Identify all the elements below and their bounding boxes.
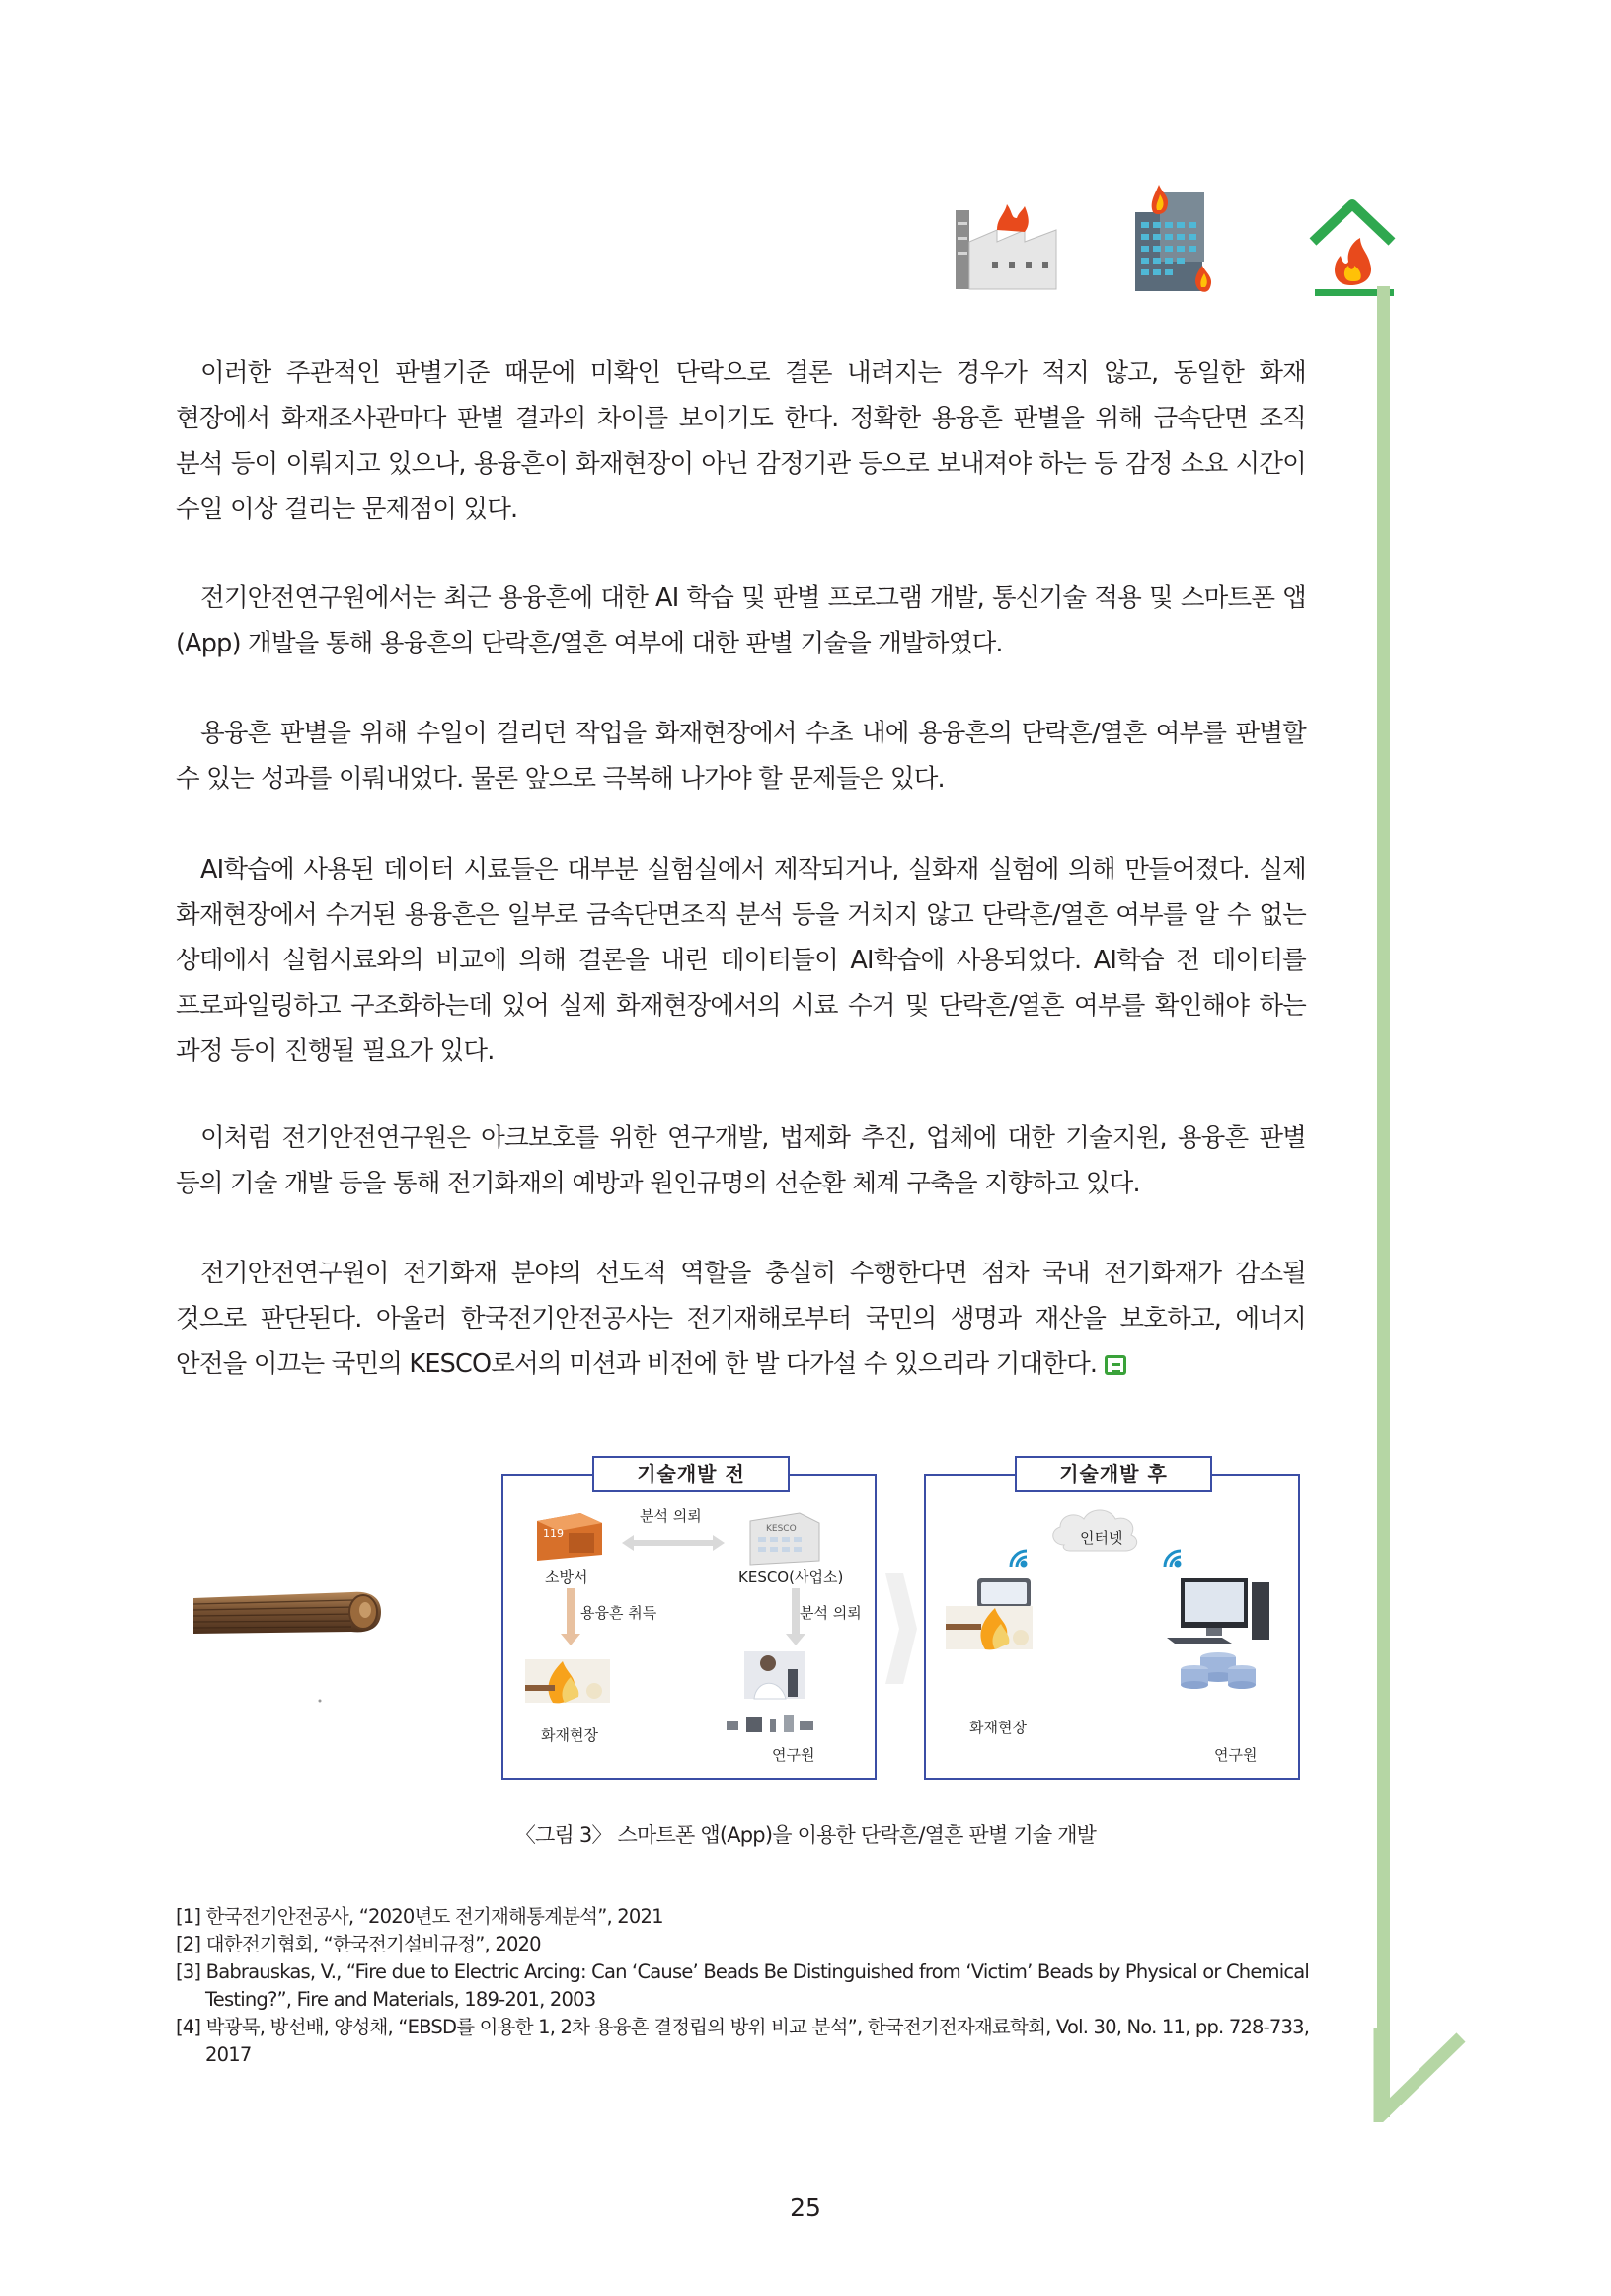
request-top-label: 분석 의뢰 <box>640 1507 702 1525</box>
references <box>176 1903 1311 2069</box>
kesco-label: KESCO(사업소) <box>738 1569 844 1586</box>
station-sign: 119 <box>543 1527 564 1540</box>
paragraph-1 <box>176 350 1306 532</box>
analysis-request-arrow <box>622 1535 725 1551</box>
reference-item: [2] 대한전기협회, “한국전기설비규정”, 2020 <box>176 1933 541 1955</box>
paragraph-1-text: 이러한 주관적인 판별기준 때문에 미확인 단락으로 결론 내려지는 경우가 적지 않고, 동일한 화재 현장에서 화재조사관마다 판별 결과의 차이를 보이기도 한다. 정확한 용융흔 판별을 위해 금속단면 조직 분석 등이 이뤄지고 있으나, 용융흔이 화재현장이 아닌 감정기관 등으로 보내져야 하는 등 감정 소요 시간이 수일 이상 걸리는 문제점이 있다. <box>176 358 1306 524</box>
paragraph-2-text: 전기안전연구원에서는 최근 용융흔에 대한 AI 학습 및 판별 프로그램 개발, 통신기술 적용 및 스마트폰 앱(App) 개발을 통해 용융흔의 단락흔/열흔 여부에 대한 판별 기술을 개발하였다. <box>176 583 1306 658</box>
fire-site-photo <box>525 1659 610 1703</box>
wifi-icon-left <box>1011 1551 1027 1567</box>
internet-label: 인터넷 <box>1080 1529 1123 1547</box>
fire-site-label: 화재현장 <box>541 1726 598 1744</box>
fire-site-photo-after <box>946 1606 1033 1649</box>
reference-item: [4] 박광묵, 방선배, 양성채, “EBSD를 이용한 1, 2차 용융흔 결정립의 방위 비교 분석”, 한국전기전자재료학회, Vol. 30, No. 11, pp. 728-733, 2017 <box>176 2016 1310 2066</box>
house-fire-icon <box>1313 204 1394 296</box>
transition-arrow <box>882 1569 921 1688</box>
bead-photo <box>193 1507 452 1729</box>
wifi-icon-right <box>1165 1551 1181 1567</box>
institute-label: 연구원 <box>772 1746 815 1764</box>
panel-before <box>501 1462 877 1780</box>
paragraph-5-text: 이처럼 전기안전연구원은 아크보호를 위한 연구개발, 법제화 추진, 업체에 대한 기술지원, 용융흔 판별 등의 기술 개발 등을 통해 전기화재의 예방과 원인규명의 선순환 체계 구축을 지향하고 있다. <box>176 1123 1306 1198</box>
institute-label-after: 연구원 <box>1214 1746 1258 1764</box>
paragraph-2 <box>176 575 1306 666</box>
paragraph-6 <box>176 1251 1306 1387</box>
paragraph-4 <box>176 847 1306 1074</box>
paragraph-4-text: AI학습에 사용된 데이터 시료들은 대부분 실험실에서 제작되거나, 실화재 실험에 의해 만들어졌다. 실제 화재현장에서 수거된 용융흔은 일부로 금속단면조직 분석 등을 거치지 않고 단락흔/열흔 여부를 알 수 없는 상태에서 실험시료와의 비교에 의해 결론을 내린 데이터들이 AI학습에 사용되었다. AI학습 전 데이터를 프로파일링하고 구조화하는데 있어 실제 화재현장에서의 시료 수거 및 단락흔/열흔 여부를 확인해야 하는 과정 등이 진행될 필요가 있다. <box>176 855 1306 1066</box>
reference-item: [1] 한국전기안전공사, “2020년도 전기재해통계분석”, 2021 <box>176 1905 663 1928</box>
acquire-label: 용융흔 취득 <box>580 1604 657 1622</box>
fire-site-label-after: 화재현장 <box>969 1719 1027 1736</box>
paragraph-6-text: 전기안전연구원이 전기화재 분야의 선도적 역할을 충실히 수행한다면 점차 국내 전기화재가 감소될 것으로 판단된다. 아울러 한국전기안전공사는 전기재해로부터 국민의 생명과 재산을 보호하고, 에너지 안전을 이끄는 국민의 KESCO로서의 미션과 비전에 한 발 다가설 수 있으리라 기대한다. <box>176 1259 1306 1379</box>
fire-station-label: 소방서 <box>545 1569 588 1586</box>
header-icons <box>948 183 1421 296</box>
lab-equipment-icons <box>727 1715 813 1732</box>
panel-after <box>924 1462 1300 1780</box>
fire-station-icon <box>537 1513 602 1561</box>
request-side-label: 분석 의뢰 <box>800 1604 862 1622</box>
figure-caption: 〈그림 3〉 스마트폰 앱(App)을 이용한 단락흔/열흔 판별 기술 개발 <box>514 1823 1097 1847</box>
kesco-sign: KESCO <box>766 1524 797 1534</box>
building-fire-icon <box>1135 185 1211 292</box>
end-mark-icon <box>1105 1355 1126 1375</box>
paragraph-5 <box>176 1115 1306 1206</box>
kesco-building-icon <box>750 1513 819 1565</box>
green-check-decoration <box>1372 2024 1471 2122</box>
smartphone-icon <box>977 1578 1031 1608</box>
desktop-computer-icon <box>1167 1578 1269 1644</box>
panel-before-title: 기술개발 전 <box>592 1456 790 1492</box>
researcher-photo <box>744 1651 806 1699</box>
paragraph-3-text: 용융흔 판별을 위해 수일이 걸리던 작업을 화재현장에서 수초 내에 용융흔의 단락흔/열흔 여부를 판별할 수 있는 성과를 이뤄내었다. 물론 앞으로 극복해 나가야 할 문제들은 있다. <box>176 719 1306 794</box>
factory-fire-icon <box>956 204 1056 289</box>
server-icon <box>1181 1652 1256 1689</box>
paragraph-3 <box>176 711 1306 802</box>
page-number: 25 <box>790 2193 821 2222</box>
acquire-arrow <box>561 1588 580 1645</box>
reference-item: [3] Babrauskas, V., “Fire due to Electric Arcing: Can ‘Cause’ Beads Be Distinguished from ‘Victim’ Beads by Physical or Chemical Testing?”, Fire and Materials, 189-201, 2003 <box>176 1960 1310 2011</box>
panel-after-title: 기술개발 후 <box>1015 1456 1212 1492</box>
